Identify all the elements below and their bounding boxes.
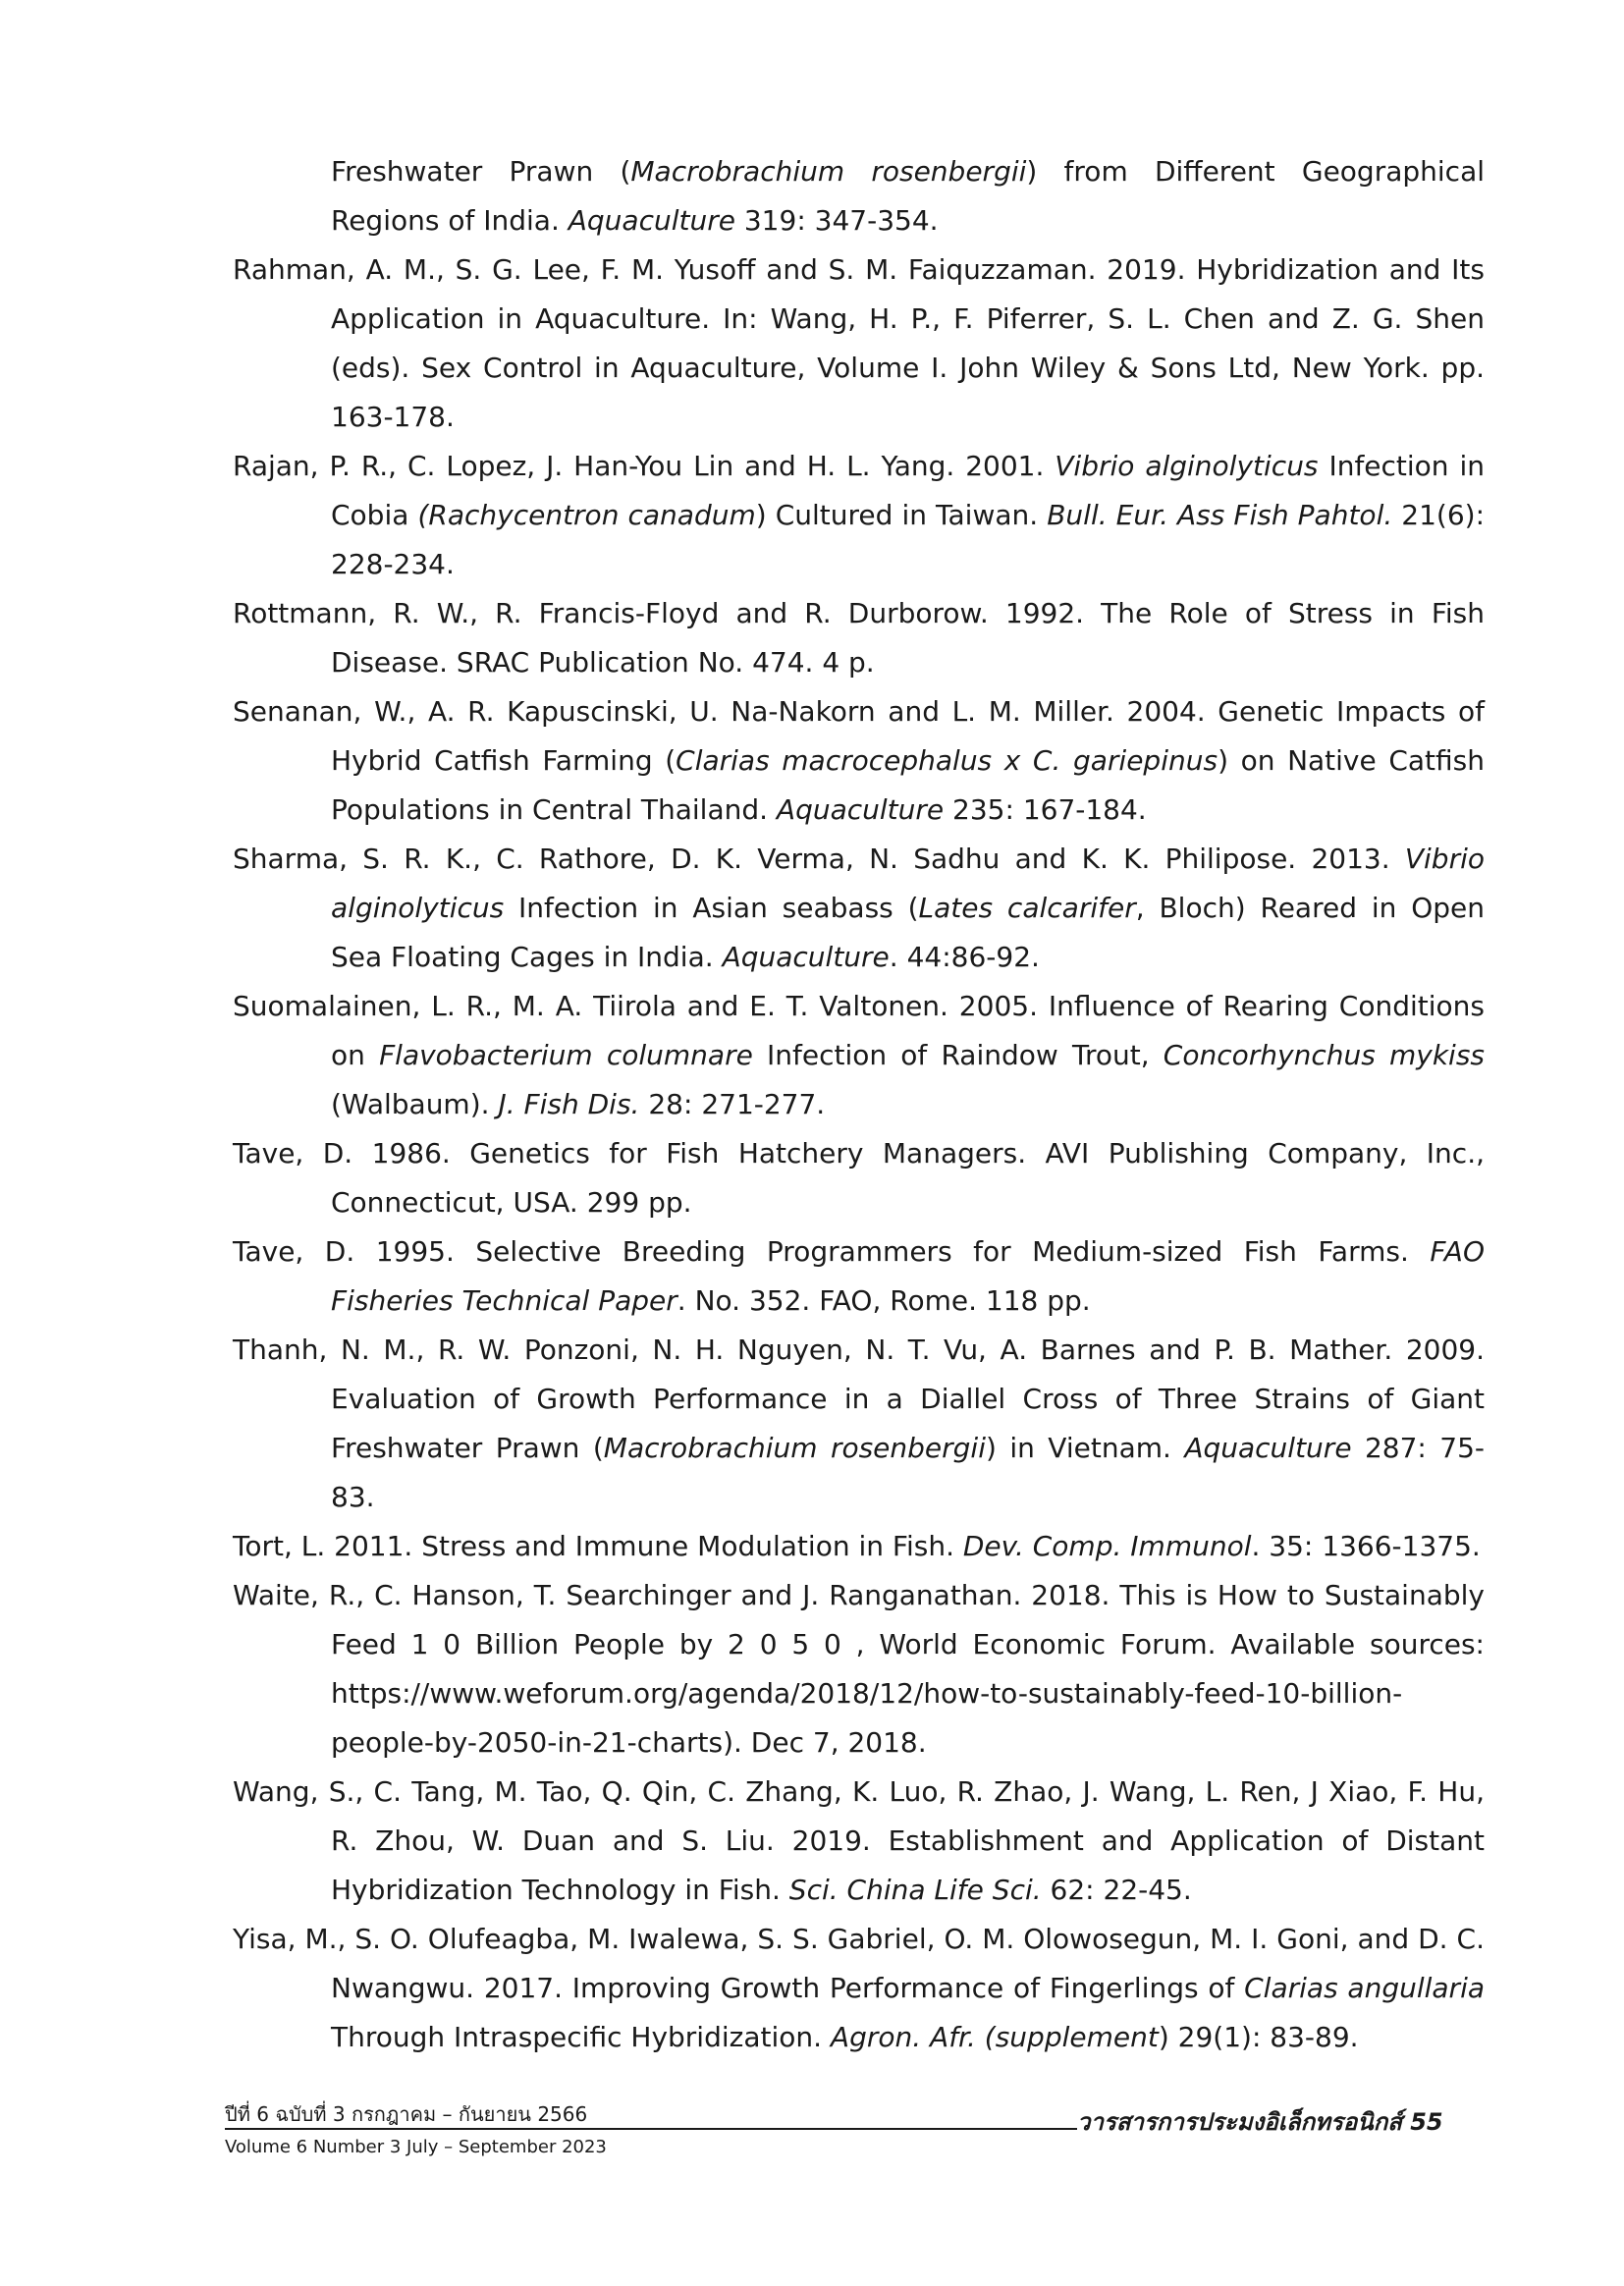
reference-yisa: Yisa, M., S. O. Olufeagba, M. Iwalewa, S. S. Gabriel, O. M. Olowosegun, M. I. Goni, and D. C. Nwangwu. 2017. Improving Growth Performance of Fingerlings of Clarias angullaria Through Intraspecific Hybridization. Agron. Afr. (supplement) 29(1): 83-89. (233, 1923, 1486, 2053)
footer-divider (225, 2128, 1077, 2130)
reference-suomalainen: Suomalainen, L. R., M. A. Tiirola and E. T. Valtonen. 2005. Influence of Rearing Conditions on Flavobacterium columnare Infection of Raindow Trout, Concorhynchus mykiss (Walbaum). J. Fish Dis. 28: 271-277. (233, 990, 1485, 1120)
reference-rahman: Rahman, A. M., S. G. Lee, F. M. Yusoff and S. M. Faiquzzaman. 2019. Hybridization and Its Application in Aquaculture. In: Wang, H. P., F. Piferrer, S. L. Chen and Z. G. Shen (eds). Sex Control in Aquaculture, Volume I. John Wiley & Sons Ltd, New York. pp. 163-178. (233, 253, 1485, 433)
reference-sharma: Sharma, S. R. K., C. Rathore, D. K. Verma, N. Sadhu and K. K. Philipose. 2013. Vibrio alginolyticus Infection in Asian seabass (Lates calcarifer, Bloch) Reared in Open Sea Floating Cages in India. Aquaculture. 44:86-92. (233, 843, 1485, 973)
footer-volume-english: Volume 6 Number 3 July – September 2023 (225, 2137, 607, 2157)
reference-rajan: Rajan, P. R., C. Lopez, J. Han-You Lin and H. L. Yang. 2001. Vibrio alginolyticus Infection in Cobia (Rachycentron canadum) Cultured in Taiwan. Bull. Eur. Ass Fish Pahtol. 21(6): 228-234. (233, 450, 1486, 580)
reference-wang: Wang, S., C. Tang, M. Tao, Q. Qin, C. Zhang, K. Luo, R. Zhao, J. Wang, L. Ren, J Xiao, F. Hu, R. Zhou, W. Duan and S. Liu. 2019. Establishment and Application of Distant Hybridization Technology in Fish. Sci. China Life Sci. 62: 22-45. (233, 1775, 1485, 1906)
reference-senanan: Senanan, W., A. R. Kapuscinski, U. Na-Nakorn and L. M. Miller. 2004. Genetic Impacts of Hybrid Catfish Farming (Clarias macrocephalus x C. gariepinus) on Native Catfish Populations in Central Thailand. Aquaculture 235: 167-184. (233, 695, 1485, 826)
footer-issue-thai: ปีที่ 6 ฉบับที่ 3 กรกฎาคม – กันยายน 2566 (225, 2102, 588, 2126)
reference-tort: Tort, L. 2011. Stress and Immune Modulation in Fish. Dev. Comp. Immunol. 35: 1366-1375. (233, 1530, 1481, 1562)
footer-journal-page-number: วารสารการประมงอิเล็กทรอนิกส์ 55 (1077, 2108, 1443, 2136)
reference-rottmann: Rottmann, R. W., R. Francis-Floyd and R. Durborow. 1992. The Role of Stress in Fish Disease. SRAC Publication No. 474. 4 p. (233, 597, 1485, 679)
reference-tave-1995: Tave, D. 1995. Selective Breeding Programmers for Medium-sized Fish Farms. FAO Fisheries Technical Paper. No. 352. FAO, Rome. 118 pp. (233, 1235, 1485, 1317)
reference-thanh: Thanh, N. M., R. W. Ponzoni, N. H. Nguyen, N. T. Vu, A. Barnes and P. B. Mather. 2009. Evaluation of Growth Performance in a Diallel Cross of Three Strains of Giant Freshwater Prawn (Macrobrachium rosenbergii) in Vietnam. Aquaculture 287: 75-83. (233, 1334, 1485, 1513)
reference-tave-1986: Tave, D. 1986. Genetics for Fish Hatchery Managers. AVI Publishing Company, Inc., Connecticut, USA. 299 pp. (233, 1137, 1485, 1219)
reference-continuation: Freshwater Prawn (Macrobrachium rosenbergii) from Different Geographical Regions of India. Aquaculture 319: 347-354. (331, 155, 1486, 237)
reference-list (233, 147, 1485, 2062)
reference-waite: Waite, R., C. Hanson, T. Searchinger and J. Ranganathan. 2018. This is How to Sustainably Feed 1 0 Billion People by 2 0 5 0 , World Economic Forum. Available sources: https://www.weforum.org/agenda/2018/12/how-to-sustainably-feed-10-billion-people-by-2050-in-21-charts). Dec 7, 2018. (233, 1579, 1485, 1759)
